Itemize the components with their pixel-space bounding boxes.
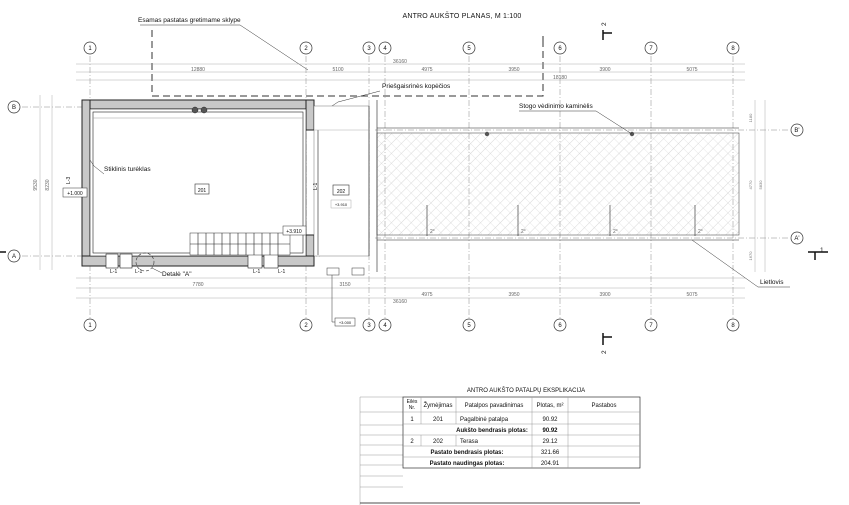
svg-text:3: 3 xyxy=(367,46,371,52)
svg-text:1: 1 xyxy=(820,247,824,254)
row1-area: 90.92 xyxy=(542,417,558,423)
header-notes: Pastabos xyxy=(591,403,617,409)
svg-text:3950: 3950 xyxy=(508,292,520,298)
grid-bubbles-bottom xyxy=(84,319,739,331)
svg-text:2: 2 xyxy=(601,350,608,354)
floor-total-label: Aukšto bendrasis plotas: xyxy=(456,428,528,434)
svg-text:3900: 3900 xyxy=(599,292,611,298)
svg-text:3: 3 xyxy=(367,323,371,329)
svg-text:6: 6 xyxy=(558,323,562,329)
svg-text:5100: 5100 xyxy=(332,67,344,73)
svg-text:B: B xyxy=(11,105,17,111)
chimney-icon xyxy=(192,107,198,113)
svg-text:A: A xyxy=(11,254,17,260)
section-mark-right xyxy=(808,247,828,260)
svg-text:8230: 8230 xyxy=(45,179,51,191)
area-schedule-table xyxy=(360,387,640,505)
roof-vent-label: Stogo vėdinimo kaminėlis xyxy=(519,103,593,110)
svg-text:L-1: L-1 xyxy=(110,269,118,275)
svg-text:18180: 18180 xyxy=(553,75,567,81)
svg-text:4: 4 xyxy=(383,46,387,52)
svg-text:1: 1 xyxy=(88,323,92,329)
svg-text:8: 8 xyxy=(731,46,735,52)
row2-name: Terasa xyxy=(460,439,479,445)
row2-mark: 202 xyxy=(432,439,444,445)
room-202-number: 202 xyxy=(336,189,346,195)
svg-text:L-1: L-1 xyxy=(253,269,261,275)
svg-text:7: 7 xyxy=(649,323,653,329)
neighbor-building-leader xyxy=(140,25,308,70)
svg-text:3150: 3150 xyxy=(339,282,351,288)
header-mark: Žymėjimas xyxy=(423,403,453,409)
fire-ladder-label: Priešgaisrinės kopėčios xyxy=(382,83,451,90)
svg-text:12880: 12880 xyxy=(191,67,205,73)
level-3910: +3.910 xyxy=(286,229,302,235)
svg-text:1180: 1180 xyxy=(748,113,753,123)
svg-text:3950: 3950 xyxy=(508,67,520,73)
svg-text:7: 7 xyxy=(649,46,653,52)
detail-a-leader xyxy=(152,268,162,273)
chimney-icon xyxy=(201,107,207,113)
section-mark-top xyxy=(601,22,612,40)
row2-nr: 2 xyxy=(410,439,414,445)
header-nr: Eilės Nr. xyxy=(406,399,418,411)
level-3910b: +3.910 xyxy=(334,202,348,207)
svg-text:2°: 2° xyxy=(698,229,703,235)
svg-text:5: 5 xyxy=(467,46,471,52)
svg-text:2°: 2° xyxy=(521,229,526,235)
usable-total-value: 204.91 xyxy=(540,461,560,467)
dimension-chains-bottom xyxy=(76,278,745,305)
level-1000: +1.000 xyxy=(67,191,83,197)
svg-text:4975: 4975 xyxy=(421,67,433,73)
svg-text:2°: 2° xyxy=(613,229,618,235)
svg-text:8: 8 xyxy=(731,323,735,329)
svg-text:3900: 3900 xyxy=(599,67,611,73)
svg-text:A': A' xyxy=(794,236,800,242)
grid-bubbles-top xyxy=(84,42,739,54)
gutter-label: Lietlovis xyxy=(760,279,784,286)
section-mark-bottom xyxy=(601,333,612,354)
svg-text:36160: 36160 xyxy=(393,59,407,65)
drain-box xyxy=(327,268,339,275)
svg-text:9530: 9530 xyxy=(33,179,39,191)
detail-a-label: Detalė "A" xyxy=(162,271,192,278)
row1-name: Pagalbinė patalpa xyxy=(460,417,509,423)
svg-text:2: 2 xyxy=(304,323,308,329)
neighbor-building-label: Esamas pastatas gretimame sklype xyxy=(138,17,241,24)
dimension-chains-left xyxy=(33,95,52,270)
svg-text:2: 2 xyxy=(601,22,608,26)
svg-text:5075: 5075 xyxy=(686,292,698,298)
svg-text:1: 1 xyxy=(88,46,92,52)
neighbor-building-outline xyxy=(152,30,543,96)
svg-text:5075: 5075 xyxy=(686,67,698,73)
svg-text:4770: 4770 xyxy=(748,180,753,190)
room-201-number: 201 xyxy=(197,188,207,194)
dimension-chains-right xyxy=(748,100,765,272)
building-total-label: Pastato bendrasis plotas: xyxy=(430,450,504,456)
table-title: ANTRO AUKŠTO PATALPŲ EKSPLIKACIJA xyxy=(466,388,586,394)
lintel-l3-label: L-3 xyxy=(66,176,72,184)
svg-text:1670: 1670 xyxy=(748,251,753,261)
svg-text:4: 4 xyxy=(383,323,387,329)
row1-nr: 1 xyxy=(410,417,414,423)
roof-vent-leader xyxy=(519,111,632,134)
svg-text:4975: 4975 xyxy=(421,292,433,298)
svg-text:7780: 7780 xyxy=(192,282,204,288)
lintel-l1-vertical-label: L-1 xyxy=(313,182,319,190)
dimension-chains-top xyxy=(76,59,745,81)
svg-text:5830: 5830 xyxy=(758,180,763,190)
floor-total-value: 90.92 xyxy=(542,428,558,434)
svg-text:2: 2 xyxy=(304,46,308,52)
svg-text:L-1: L-1 xyxy=(135,269,143,275)
svg-text:2°: 2° xyxy=(430,229,435,235)
svg-text:L-1: L-1 xyxy=(278,269,286,275)
drawing-title: ANTRO AUKŠTO PLANAS, M 1:100 xyxy=(402,13,522,20)
glass-railing-label: Stiklinis turėklas xyxy=(104,166,151,173)
header-area: Plotas, m² xyxy=(536,403,564,409)
drain-box xyxy=(352,268,364,275)
header-name: Patalpos pavadinimas xyxy=(464,403,524,409)
svg-text:B': B' xyxy=(794,128,800,134)
row1-mark: 201 xyxy=(432,417,444,423)
lintel-labels-bottom xyxy=(110,269,285,275)
level-3000: +3.000 xyxy=(338,320,352,325)
roof-hatched-area-cross xyxy=(377,133,739,235)
terrace-202 xyxy=(314,106,369,256)
svg-text:6: 6 xyxy=(558,46,562,52)
svg-text:5: 5 xyxy=(467,323,471,329)
staircase xyxy=(190,233,290,255)
usable-total-label: Pastato naudingas plotas: xyxy=(429,461,505,467)
building-total-value: 321.66 xyxy=(540,450,560,456)
row2-area: 29.12 xyxy=(542,439,558,445)
svg-text:36160: 36160 xyxy=(393,299,407,305)
roof-vent-dot xyxy=(485,132,489,136)
